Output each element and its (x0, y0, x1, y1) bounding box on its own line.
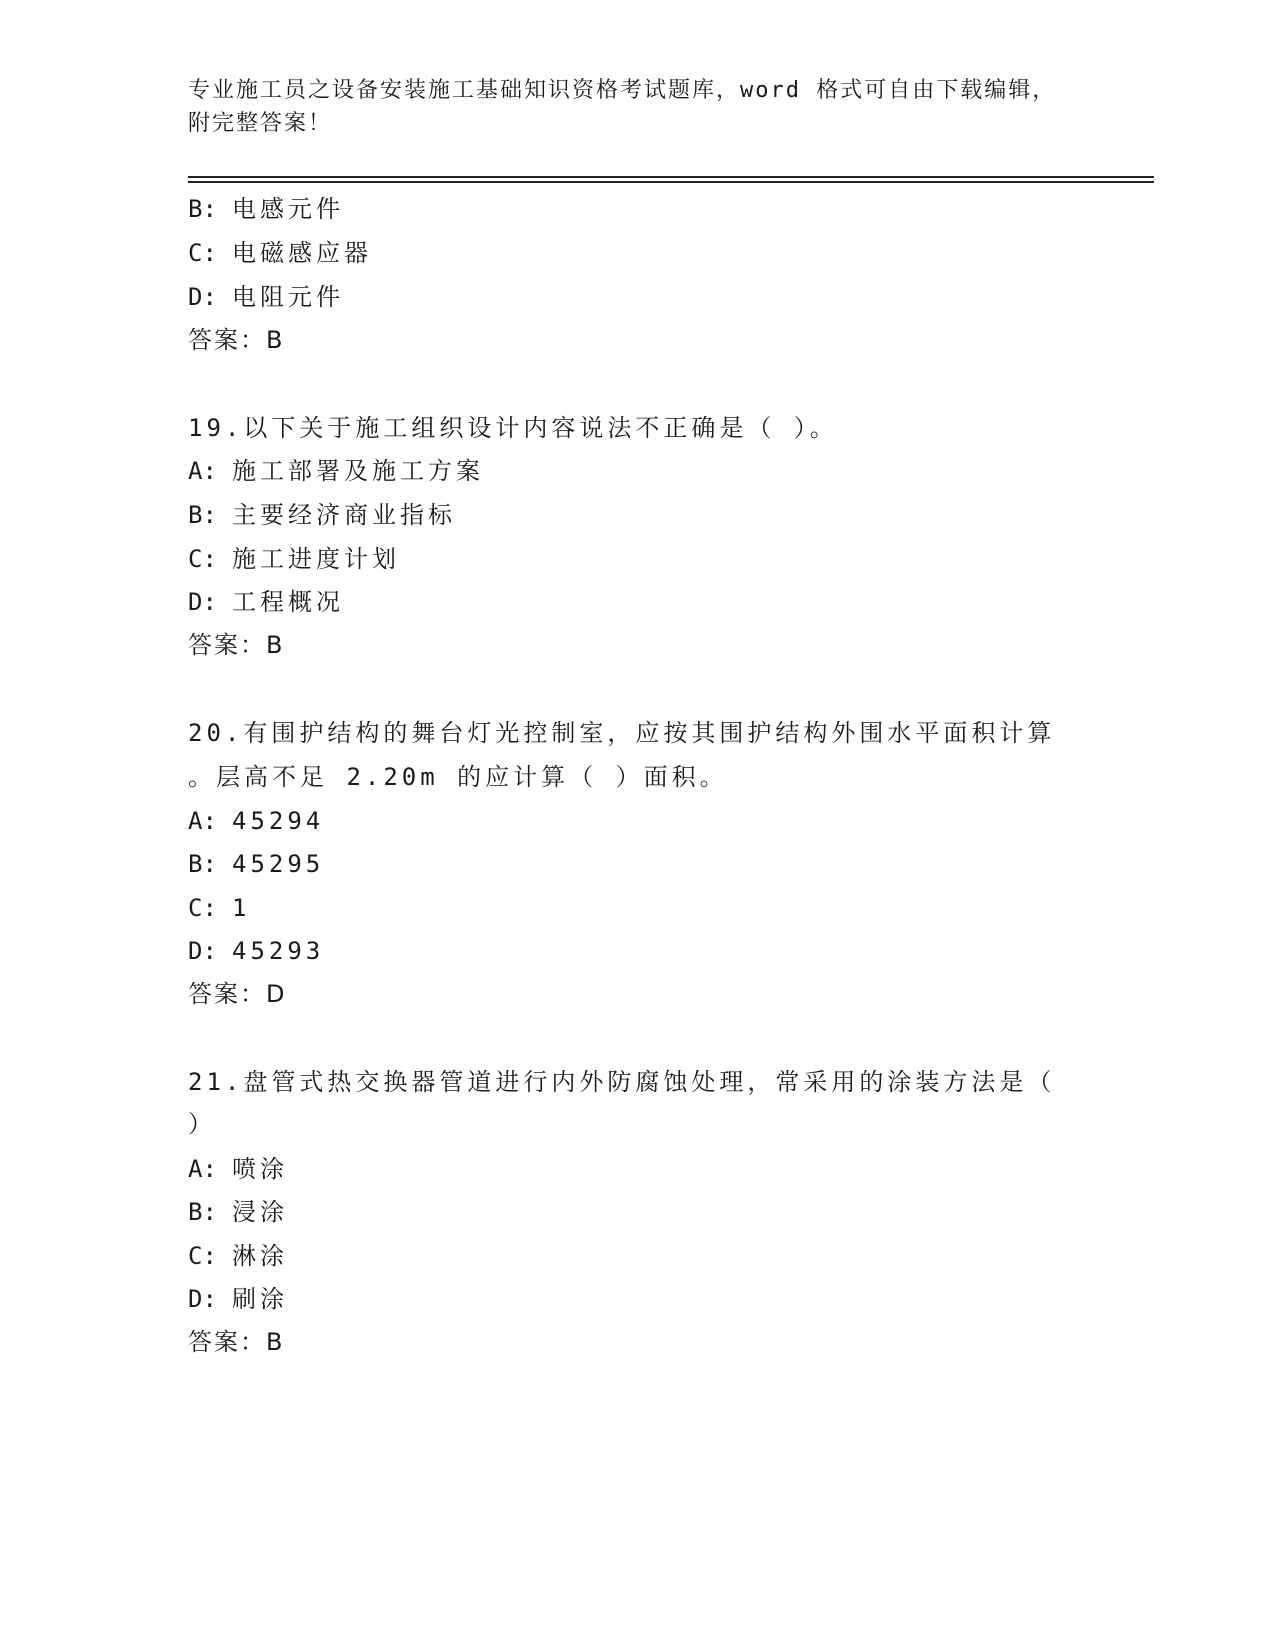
q20-option-b (188, 848, 324, 880)
q20-question-line-1: 20.有围护结构的舞台灯光控制室，应按其围护结构外围水平面积计算 (188, 719, 1056, 747)
option-label: B: (188, 1198, 217, 1226)
option-label: C: (188, 1242, 217, 1270)
q21-option-a (188, 1153, 288, 1185)
option-text: 电阻元件 (232, 283, 344, 311)
option-text: 电磁感应器 (232, 239, 372, 267)
q19-option-c (188, 543, 400, 575)
option-text: 淋涂 (232, 1242, 288, 1270)
q19-option-b (188, 499, 456, 531)
option-text: 浸涂 (232, 1198, 288, 1226)
option-label: D: (188, 937, 217, 965)
option-label: B: (188, 850, 217, 878)
header-line-1: 专业施工员之设备安装施工基础知识资格考试题库，word 格式可自由下载编辑， (188, 78, 1057, 103)
header-line-2: 附完整答案！ (188, 111, 333, 136)
option-label: C: (188, 239, 217, 267)
option-label: B: (188, 195, 217, 223)
option-text: 45294 (232, 807, 325, 835)
q20-answer: 答案：D (188, 980, 287, 1008)
document-header (188, 74, 1088, 140)
option-text: 喷涂 (232, 1155, 288, 1183)
option-text: 施工部署及施工方案 (232, 457, 484, 485)
option-label: A: (188, 457, 217, 485)
option-label: B: (188, 501, 217, 529)
option-label: A: (188, 1155, 217, 1183)
option-text: 工程概况 (232, 588, 344, 616)
q20-option-c (188, 892, 250, 924)
option-label: C: (188, 894, 217, 922)
q19-answer: 答案：B (188, 631, 285, 659)
q21-option-c (188, 1240, 288, 1272)
header-divider-top (188, 176, 1154, 178)
q19-option-a (188, 455, 484, 487)
q18-option-b (188, 193, 344, 225)
option-text: 电感元件 (232, 195, 344, 223)
option-text: 1 (232, 894, 251, 922)
option-label: D: (188, 283, 217, 311)
option-text: 45295 (232, 850, 325, 878)
option-text: 施工进度计划 (232, 545, 400, 573)
q20-question-line-2: 。层高不足 2.20m 的应计算（ ）面积。 (188, 763, 728, 791)
q20-option-a (188, 805, 324, 837)
option-label: A: (188, 807, 217, 835)
q21-option-d (188, 1283, 288, 1315)
option-label: D: (188, 588, 217, 616)
q21-question-line-2: ） (188, 1110, 216, 1138)
option-label: D: (188, 1285, 217, 1313)
q20-option-d (188, 935, 324, 967)
q18-option-d (188, 281, 344, 313)
option-text: 刷涂 (232, 1285, 288, 1313)
option-text: 45293 (232, 937, 325, 965)
q18-answer: 答案：B (188, 326, 285, 354)
q18-option-c (188, 237, 372, 269)
option-label: C: (188, 545, 217, 573)
q21-answer: 答案：B (188, 1328, 285, 1356)
header-divider-bottom (188, 181, 1154, 183)
q19-question: 19.以下关于施工组织设计内容说法不正确是（ ）。 (188, 414, 838, 442)
option-text: 主要经济商业指标 (232, 501, 456, 529)
q19-option-d (188, 586, 344, 618)
q21-question-line-1: 21.盘管式热交换器管道进行内外防腐蚀处理，常采用的涂装方法是（ (188, 1068, 1056, 1096)
q21-option-b (188, 1196, 288, 1228)
